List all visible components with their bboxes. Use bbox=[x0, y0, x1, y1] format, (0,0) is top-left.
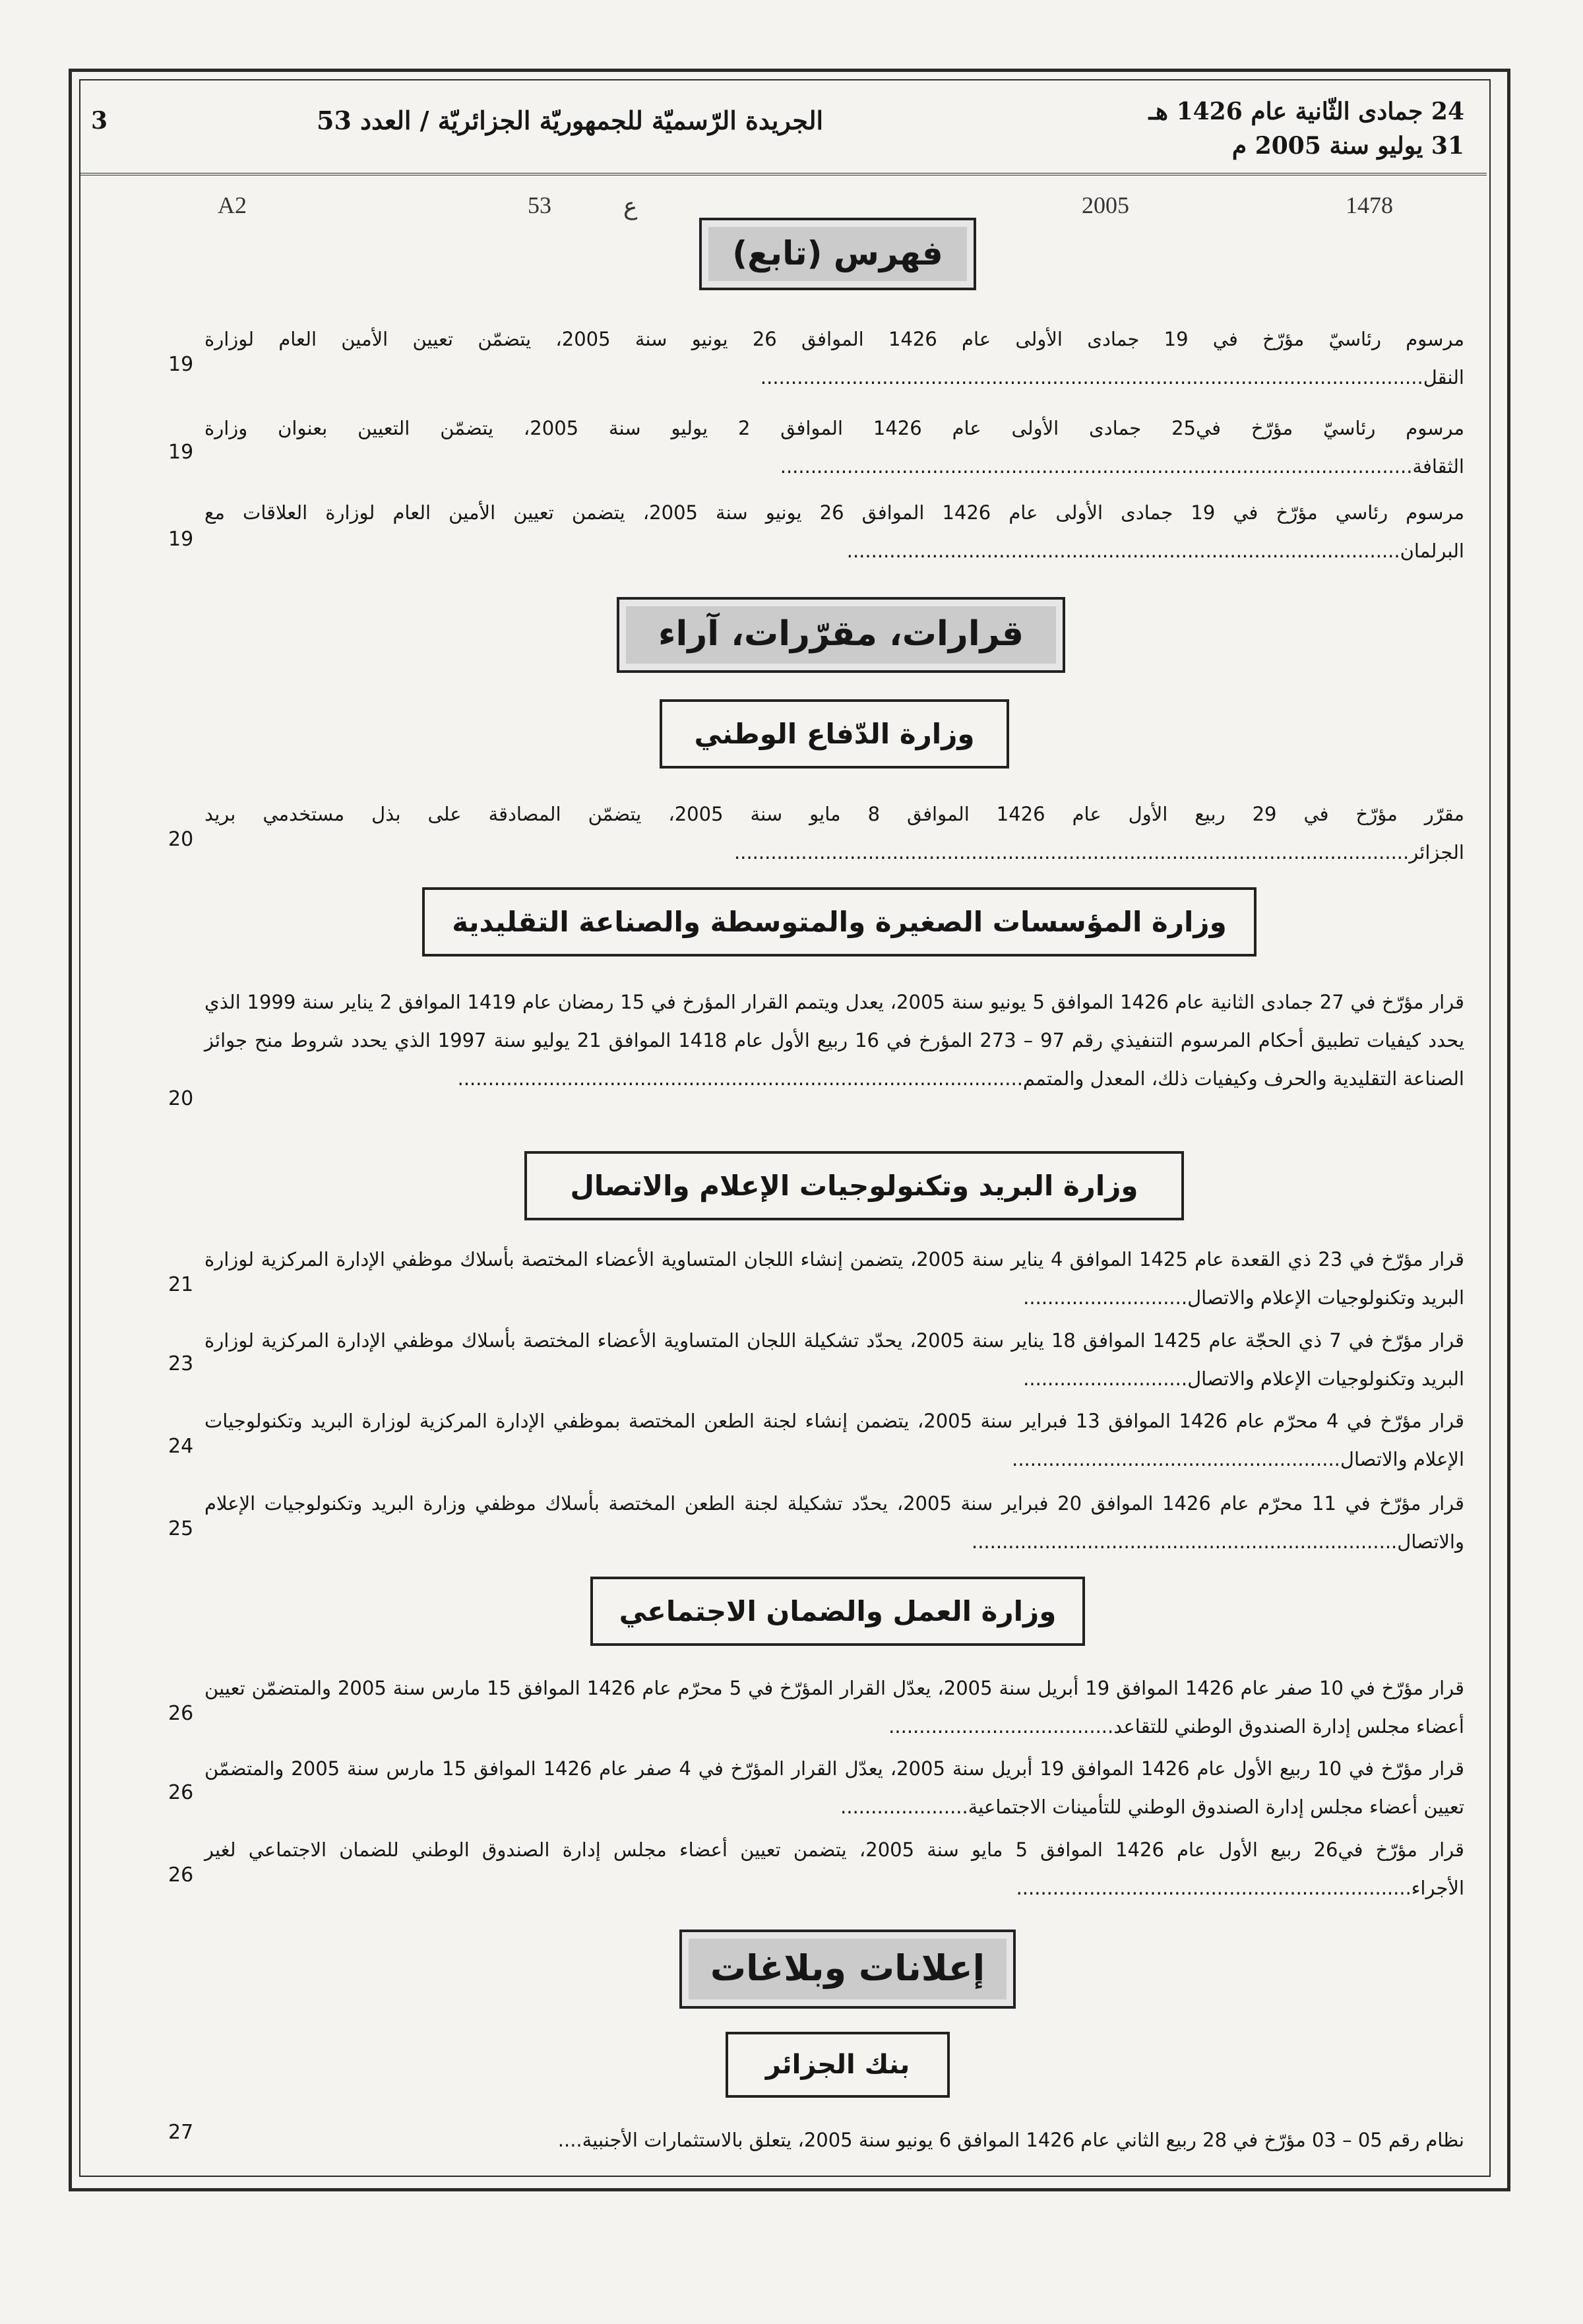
ministry-title-defense: وزارة الدّفاع الوطني bbox=[660, 699, 1009, 769]
gregorian-date: 31 يوليو سنة 2005 م bbox=[1231, 132, 1464, 160]
toc-page-number: 19 bbox=[168, 441, 194, 464]
toc-entry[interactable]: قرار مؤرّخ في 27 جمادى الثانية عام 1426 الموافق 5 يونيو سنة 2005، يعدل ويتمم القرار المؤرخ في 15 رمضان عام 1419 الموافق 2 يناير سنة 1999 الذي يحدد كيفيات تطبيق أحكام المرسوم التنفيذي رقم 97 – 273 المؤرخ في 16 ربيع الأول عام 1418 الموافق 21 يوليو سنة 1997 الذي يحدد شروط منح جوائز الصناعة التقليدية والحرف وكيفيات ذلك، المعدل والمتمم............................................................................................. bbox=[204, 991, 1465, 1090]
toc-entry[interactable]: قرار مؤرّخ في 10 صفر عام 1426 الموافق 19 أبريل سنة 2005، يعدّل القرار المؤرّخ في 5 محرّم عام 1426 الموافق 15 مارس سنة 2005 والمتضمّن تعيين أعضاء مجلس إدارة الصندوق الوطني للتقاعد..................................... bbox=[204, 1677, 1464, 1738]
section-title-decisions: قرارات، مقرّرات، آراء bbox=[617, 597, 1065, 673]
toc-page-number: 23 bbox=[168, 1352, 194, 1375]
toc-page-number: 19 bbox=[168, 528, 194, 551]
toc-entry[interactable]: مقرّر مؤرّخ في 29 ربيع الأول عام 1426 الموافق 8 مايو سنة 2005، يتضمّن المصادقة على بذل مستخدمي بريد الجزائر............................................................................................................... bbox=[204, 803, 1464, 864]
toc-entry[interactable]: قرار مؤرّخ في 10 ربيع الأول عام 1426 الموافق 19 أبريل سنة 2005، يعدّل القرار المؤرّخ في 4 صفر عام 1426 الموافق 15 مارس سنة 2005 والمتضمّن تعيين أعضاء مجلس إدارة الصندوق الوطني للتأمينات الاجتماعية..................... bbox=[204, 1757, 1464, 1818]
institution-title-bank: بنك الجزائر bbox=[726, 2032, 950, 2098]
toc-entry[interactable]: قرار مؤرّخ في 11 محرّم عام 1426 الموافق 20 فبراير سنة 2005، يحدّد تشكيلة لجنة الطعن المختصة بأسلاك موظفي وزارة البريد وتكنولوجيات الإعلام والاتصال...................................................................... bbox=[204, 1492, 1465, 1553]
toc-page-number: 27 bbox=[168, 2121, 194, 2144]
toc-entry[interactable]: قرار مؤرّخ في 23 ذي القعدة عام 1425 الموافق 4 يناير سنة 2005، يتضمن إنشاء اللجان المتساوية الأعضاء المختصة بأسلاك موظفي الإدارة المركزية لوزارة البريد وتكنولوجيات الإعلام والاتصال........................... bbox=[204, 1248, 1464, 1309]
toc-entry[interactable]: قرار مؤرّخ في26 ربيع الأول عام 1426 الموافق 5 مايو سنة 2005، يتضمن تعيين أعضاء مجلس إدارة الصندوق الوطني للضمان الاجتماعي لغير الأجراء................................................................. bbox=[204, 1838, 1465, 1899]
handwritten-note: A2 bbox=[218, 192, 247, 218]
toc-page-number: 26 bbox=[168, 1864, 194, 1887]
ministry-title-labor: وزارة العمل والضمان الاجتماعي bbox=[590, 1577, 1085, 1646]
handwritten-note: 53 bbox=[528, 192, 551, 218]
toc-entry[interactable]: مرسوم رئاسيّ مؤرّخ في25 جمادى الأولى عام 1426 الموافق 2 يوليو سنة 2005، يتضمّن التعيين بعنوان وزارة الثقافة........................................................................................................ bbox=[204, 417, 1465, 478]
toc-page-number: 25 bbox=[168, 1517, 194, 1540]
toc-entry[interactable]: مرسوم رئاسيّ مؤرّخ في 19 جمادى الأولى عام 1426 الموافق 26 يونيو سنة 2005، يتضمّن تعيين الأمين العام لوزارة النقل............................................................................................................. bbox=[204, 328, 1464, 389]
toc-entry[interactable]: قرار مؤرّخ في 7 ذي الحجّة عام 1425 الموافق 18 يناير سنة 2005، يحدّد تشكيلة اللجان المتساوية الأعضاء المختصة بأسلاك موظفي الإدارة المركزية لوزارة البريد وتكنولوجيات الإعلام والاتصال........................... bbox=[204, 1329, 1465, 1390]
ministry-title-sme: وزارة المؤسسات الصغيرة والمتوسطة والصناعة التقليدية bbox=[422, 887, 1257, 957]
handwritten-note: 2005 bbox=[1082, 192, 1129, 218]
toc-page-number: 20 bbox=[168, 828, 194, 851]
toc-page-number: 24 bbox=[168, 1435, 194, 1458]
toc-page-number: 20 bbox=[168, 1087, 194, 1110]
toc-page-number: 21 bbox=[168, 1273, 194, 1296]
toc-entry[interactable]: نظام رقم 05 – 03 مؤرّخ في 28 ربيع الثاني عام 1426 الموافق 6 يونيو سنة 2005، يتعلق بالاستثمارات الأجنبية.... bbox=[557, 2129, 1464, 2151]
handwritten-note: 1478 bbox=[1346, 192, 1393, 218]
ministry-title-post: وزارة البريد وتكنولوجيات الإعلام والاتصال bbox=[524, 1151, 1184, 1220]
gazette-title: الجريدة الرّسميّة للجمهوريّة الجزائريّة / العدد 53 bbox=[317, 106, 824, 135]
toc-title: فهرس (تابع) bbox=[699, 218, 976, 290]
toc-page-number: 26 bbox=[168, 1781, 194, 1804]
toc-entry[interactable]: قرار مؤرّخ في 4 محرّم عام 1426 الموافق 13 فبراير سنة 2005، يتضمن إنشاء لجنة الطعن المختصة بموظفي الإدارة المركزية لوزارة البريد وتكنولوجيات الإعلام والاتصال...................................................... bbox=[204, 1410, 1464, 1470]
section-title-announcements: إعلانات وبلاغات bbox=[679, 1930, 1016, 2009]
handwritten-note: ع bbox=[623, 193, 638, 220]
toc-page-number: 26 bbox=[168, 1702, 194, 1725]
page-number: 3 bbox=[91, 107, 108, 135]
hijri-date: 24 جمادى الثّانية عام 1426 هـ bbox=[1148, 98, 1464, 125]
toc-page-number: 19 bbox=[168, 353, 194, 376]
header-divider bbox=[80, 173, 1487, 175]
toc-entry[interactable]: مرسوم رئاسي مؤرّخ في 19 جمادى الأولى عام 1426 الموافق 26 يونيو سنة 2005، يتضمن تعيين الأمين العام لوزارة العلاقات مع البرلمان........................................................................................... bbox=[204, 501, 1465, 562]
